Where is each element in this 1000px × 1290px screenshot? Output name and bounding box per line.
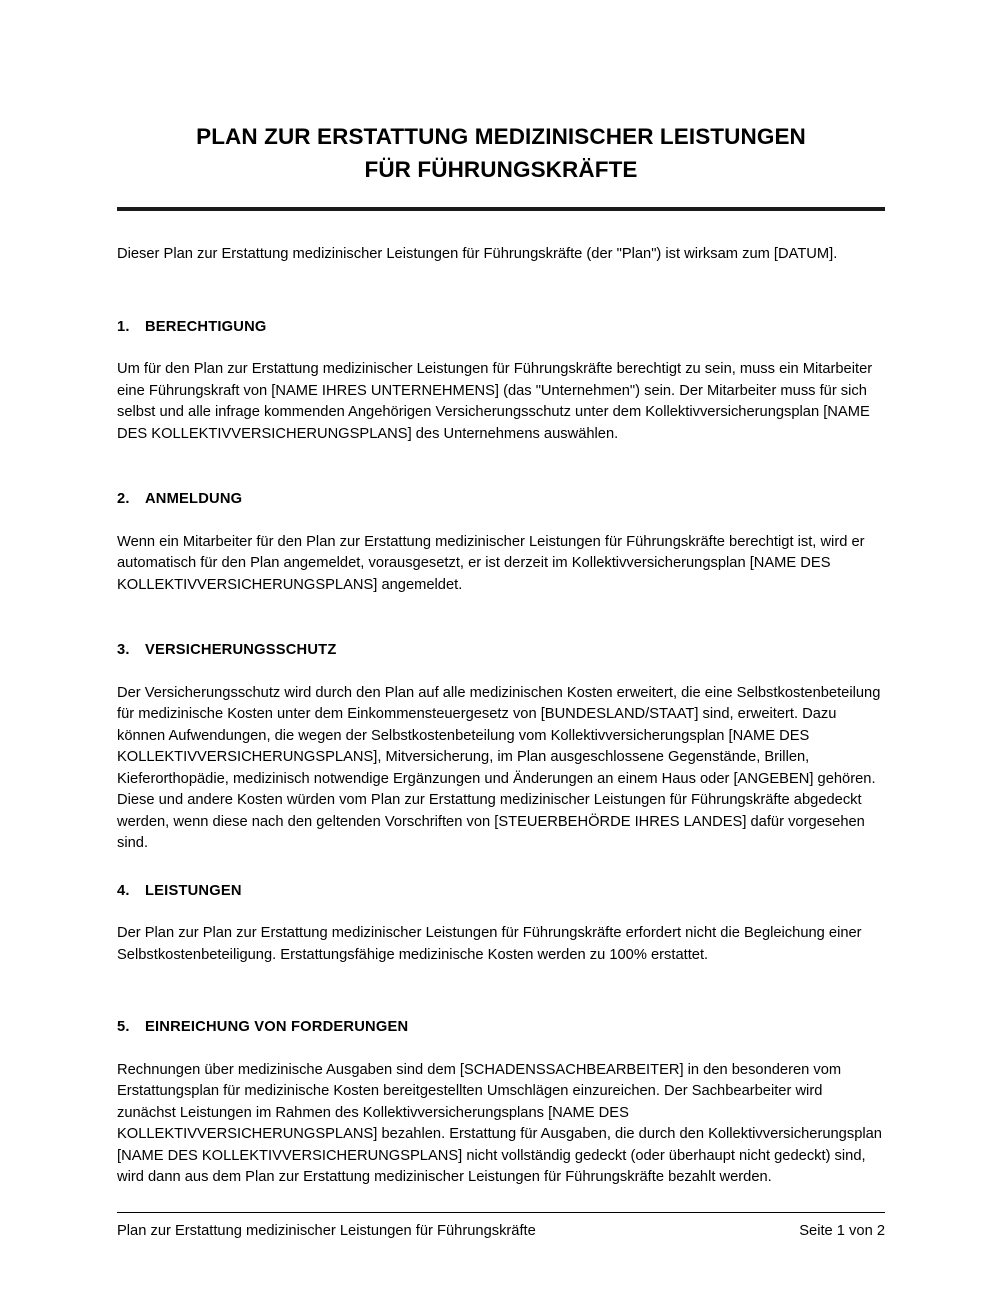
spacer <box>117 662 885 683</box>
section-number-2: 2. <box>117 491 130 507</box>
footer-document-name: Plan zur Erstattung medizinischer Leistungen für Führungskräfte <box>117 1223 536 1239</box>
spacer <box>117 338 885 359</box>
section-anmeldung <box>117 489 885 596</box>
spacer <box>117 966 885 1017</box>
document-content <box>117 0 885 1189</box>
section-number-5: 5. <box>117 1019 130 1035</box>
section-heading-1 <box>117 317 885 339</box>
section-heading-5 <box>117 1017 885 1039</box>
section-body-2: Wenn ein Mitarbeiter für den Plan zur Erstattung medizinischer Leistungen für Führungskräfte berechtigt ist, wird er automatisch für den Plan angemeldet, vorausgesetzt, er ist derzeit im Kollektivversicherungsplan [NAME DES KOLLEKTIVVERSICHERUNGSPLANS] angemeldet. <box>117 533 865 593</box>
spacer <box>117 596 885 640</box>
section-leistungen <box>117 881 885 967</box>
footer-row <box>117 1213 885 1241</box>
section-heading-4 <box>117 881 885 903</box>
page-title <box>117 0 885 186</box>
section-versicherungsschutz <box>117 640 885 855</box>
section-heading-2 <box>117 489 885 511</box>
intro-paragraph: Dieser Plan zur Erstattung medizinischer Leistungen für Führungskräfte (der "Plan") ist wirksam zum [DATUM]. <box>117 246 838 262</box>
section-body-1: Um für den Plan zur Erstattung medizinischer Leistungen für Führungskräfte berechtigt zu sein, muss ein Mitarbeiter eine Führungskraft von [NAME IHRES UNTERNEHMENS] (das "Unternehmen") sein. Der Mitarbeiter muss für sich selbst und alle infrage kommenden Angehörigen Versicherungsschutz unter dem Kollektivversicherungsplan [NAME DES KOLLEKTIVVERSICHERUNGSPLANS] des Unternehmens auswählen. <box>117 361 873 442</box>
page-title-line-2: FÜR FÜHRUNGSKRÄFTE <box>364 157 638 182</box>
spacer <box>117 511 885 532</box>
spacer <box>117 902 885 923</box>
section-body-4: Der Plan zur Plan zur Erstattung medizinischer Leistungen für Führungskräfte erfordert nicht die Begleichung einer Selbstkostenbeteiligung. Erstattungsfähige medizinische Kosten werden zu 100% erstattet. <box>117 925 862 963</box>
page-title-line-1: PLAN ZUR ERSTATTUNG MEDIZINISCHER LEISTUNGEN <box>196 124 806 149</box>
footer-page-number: Seite 1 von 2 <box>799 1223 885 1239</box>
section-title-2: ANMELDUNG <box>145 491 243 507</box>
page-footer <box>117 1212 885 1241</box>
section-heading-3 <box>117 640 885 662</box>
section-number-1: 1. <box>117 318 130 335</box>
section-title-5: EINREICHUNG VON FORDERUNGEN <box>145 1019 409 1035</box>
title-divider <box>117 207 885 211</box>
section-title-1: BERECHTIGUNG <box>145 318 267 335</box>
spacer <box>117 855 885 881</box>
section-berechtigung <box>117 317 885 446</box>
section-title-3: VERSICHERUNGSSCHUTZ <box>145 642 337 658</box>
section-body-3: Der Versicherungsschutz wird durch den Plan auf alle medizinischen Kosten erweitert, die eine Selbstkostenbeteilung für medizinische Kosten unter dem Einkommensteuergesetz von [BUNDESLAND/STAAT] sind, erweitert. Dazu können Aufwendungen, die wegen der Selbstkostenbeteilung vom Kollektivversicherungsplan [NAME DES KOLLEKTIVVERSICHERUNGSPLANS], Mitversicherung, im Plan ausgeschlossene Gegenstände, Brillen, Kieferorthopädie, medizinisch notwendige Ergänzungen und Änderungen an einem Haus oder [ANGEBEN] gehören. Diese und andere Kosten würden vom Plan zur Erstattung medizinischer Leistungen für Führungskräfte abgedeckt werden, wenn diese nach den geltenden Vorschriften von [STEUERBEHÖRDE IHRES LANDES] dafür vorgesehen sind. <box>117 684 881 851</box>
section-title-4: LEISTUNGEN <box>145 882 242 899</box>
spacer <box>117 266 885 317</box>
section-body-5: Rechnungen über medizinische Ausgaben sind dem [SCHADENSSACHBEARBEITER] in den besonderen vom Erstattungsplan für medizinische Kosten bereitgestellten Umschlägen einzureichen. Der Sachbearbeiter wird zunächst Leistungen im Rahmen des Kollektivversicherungsplans [NAME DES KOLLEKTIVVERSICHERUNGSPLANS] bezahlen. Erstattung für Ausgaben, die durch den Kollektivversicherungsplan [NAME DES KOLLEKTIVVERSICHERUNGSPLANS] nicht vollständig gedeckt (oder überhaupt nicht gedeckt) sind, wird dann aus dem Plan zur Erstattung medizinischer Leistungen für Führungskräfte bezahlt werden. <box>117 1061 882 1185</box>
section-number-4: 4. <box>117 882 130 899</box>
spacer <box>117 1039 885 1060</box>
spacer <box>117 445 885 489</box>
section-einreichung-von-forderungen <box>117 1017 885 1189</box>
section-number-3: 3. <box>117 642 130 658</box>
